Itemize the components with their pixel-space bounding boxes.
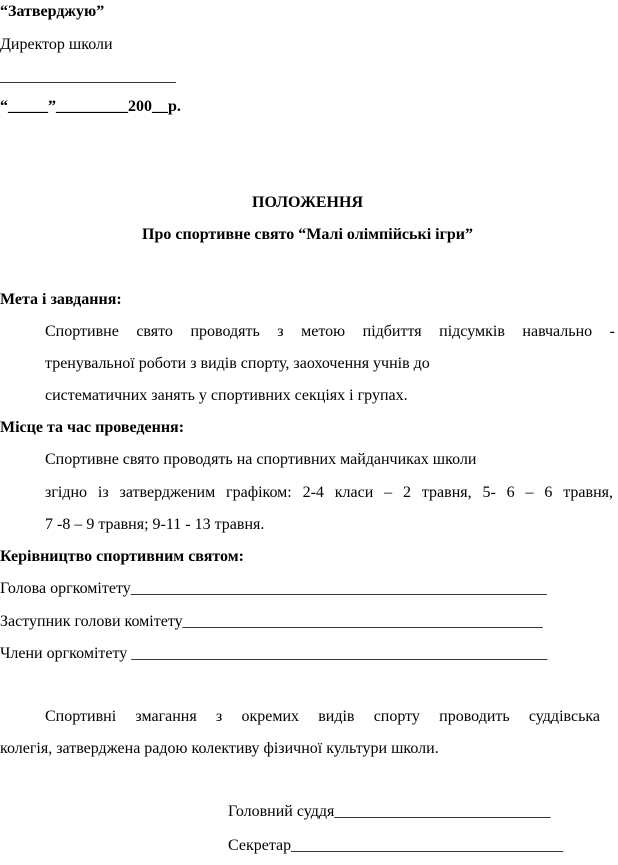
jury-line: Спортивні змагання з окремих видів спорту проводить суддівська (45, 708, 600, 725)
goal-line: систематичних занять у спортивних секціях і групах. (45, 387, 408, 404)
management-heading: Керівництво спортивним святом: (0, 548, 244, 565)
committee-members-field: Члени оргкомітету ____________________________________________________ (0, 645, 548, 662)
place-line: Спортивне свято проводять на спортивних майданчиках школи (45, 451, 477, 468)
goal-line: Спортивне свято проводять з метою підбиття підсумків навчально - (45, 323, 615, 340)
chief-judge-field: Головний суддя___________________________ (228, 803, 551, 820)
date-line: “_____”_________200__р. (0, 98, 181, 115)
secretary-field: Секретар__________________________________ (228, 837, 564, 854)
document-subtitle: Про спортивне свято “Малі олімпійські ігри” (142, 226, 473, 243)
place-line: 7 -8 – 9 травня; 9-11 - 13 травня. (45, 516, 265, 533)
director-label: Директор школи (0, 36, 113, 53)
goal-heading: Мета і завдання: (0, 291, 122, 308)
committee-head-field: Голова оргкомітету____________________________________________________ (0, 580, 547, 597)
place-heading: Місце та час проведення: (0, 419, 185, 436)
approve-label: “Затверджую” (0, 3, 105, 20)
signature-line: ______________________ (0, 68, 176, 85)
committee-deputy-field: Заступник голови комітету_____________________________________________ (0, 613, 543, 630)
jury-line: колегія, затверджена радою колективу фізичної культури школи. (0, 740, 439, 757)
document-title: ПОЛОЖЕННЯ (252, 194, 363, 211)
goal-line: тренувальної роботи з видів спорту, заохочення учнів до (45, 355, 430, 372)
place-line: згідно із затвердженим графіком: 2-4 класи – 2 травня, 5- 6 – 6 травня, (45, 484, 613, 501)
